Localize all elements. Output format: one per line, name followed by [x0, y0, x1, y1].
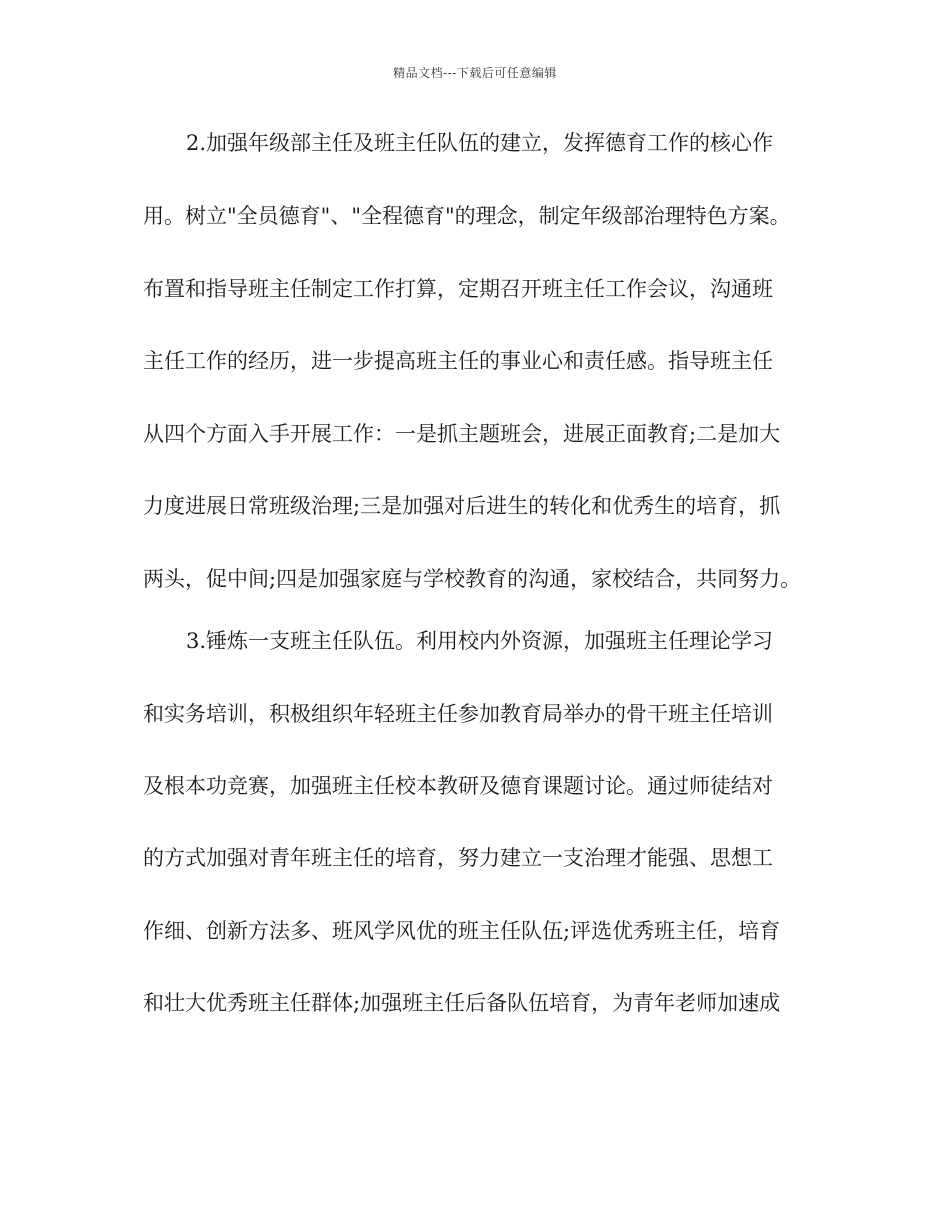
paragraph-line: 力度进展日常班级治理;三是加强对后进生的转化和优秀生的培育，抓 [143, 494, 781, 518]
paragraph-line: 2.加强年级部主任及班主任队伍的建立，发挥德育工作的核心作 [186, 131, 774, 155]
paragraph-line: 作细、创新方法多、班风学风优的班主任队伍;评选优秀班主任，培育 [143, 919, 781, 943]
paragraph-line: 和壮大优秀班主任群体;加强班主任后备队伍培育，为青年老师加速成 [143, 991, 781, 1015]
paragraph-line: 主任工作的经历，进一步提高班主任的事业心和责任感。指导班主任 [143, 349, 773, 373]
paragraph-line: 3.锤炼一支班主任队伍。利用校内外资源，加强班主任理论学习 [186, 629, 774, 653]
paragraph-line: 从四个方面入手开展工作：一是抓主题班会，进展正面教育;二是加大 [143, 422, 781, 446]
paragraph-line: 布置和指导班主任制定工作打算，定期召开班主任工作会议，沟通班 [143, 277, 773, 301]
paragraph-line: 和实务培训，积极组织年轻班主任参加教育局举办的骨干班主任培训 [143, 702, 773, 726]
page-header: 精品文档---下载后可任意编辑 [393, 66, 557, 80]
paragraph-line: 两头，促中间;四是加强家庭与学校教育的沟通，家校结合，共同努力。 [143, 567, 802, 591]
paragraph-line: 的方式加强对青年班主任的培育，努力建立一支治理才能强、思想工 [143, 846, 773, 870]
paragraph-line: 及根本功竞赛，加强班主任校本教研及德育课题讨论。通过师徒结对 [143, 774, 773, 798]
paragraph-line: 用。树立"全员德育"、"全程德育"的理念，制定年级部治理特色方案。 [143, 204, 791, 228]
